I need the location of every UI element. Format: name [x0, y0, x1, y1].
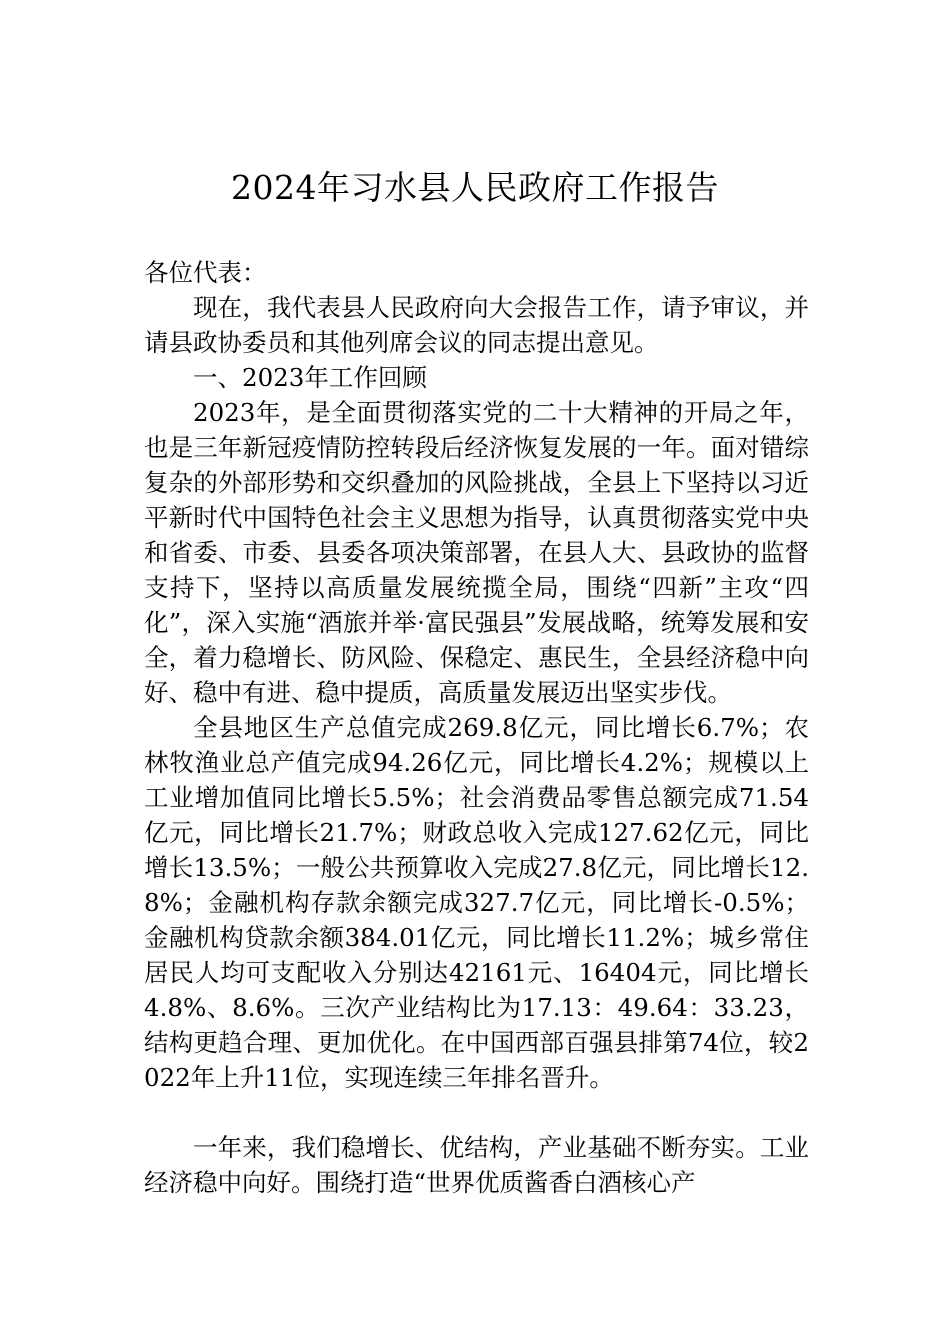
paragraph-industry: 一年来，我们稳增长、优结构，产业基础不断夯实。工业经济稳中向好。围绕打造“世界优质酱香白酒核心产: [144, 1133, 809, 1197]
salutation: 各位代表：: [144, 258, 267, 287]
paragraph-statistics: 全县地区生产总值完成269.8亿元，同比增长6.7%；农林牧渔业总产值完成94.26亿元，同比增长4.2%；规模以上工业增加值同比增长5.5%；社会消费品零售总额完成71.54亿元，同比增长21.7%；财政总收入完成127.62亿元，同比增长13.5%；一般公共预算收入完成27.8亿元，同比增长12.8%；金融机构存款余额完成327.7亿元，同比增长-0.5%；金融机构贷款余额384.01亿元，同比增长11.2%；城乡常住居民人均可支配收入分别达42161元、16404元，同比增长4.8%、8.6%。三次产业结构比为17.13：49.64：33.23，结构更趋合理、更加优化。在中国西部百强县排第74位，较2022年上升11位，实现连续三年排名晋升。: [144, 713, 809, 1092]
document-title: 2024年习水县人民政府工作报告: [231, 168, 719, 207]
section-heading: 一、2023年工作回顾: [193, 363, 427, 392]
paragraph-overview: 2023年，是全面贯彻落实党的二十大精神的开局之年，也是三年新冠疫情防控转段后经济恢复发展的一年。面对错综复杂的外部形势和交织叠加的风险挑战，全县上下坚持以习近平新时代中国特色社会主义思想为指导，认真贯彻落实党中央和省委、市委、县委各项决策部署，在县人大、县政协的监督支持下，坚持以高质量发展统揽全局，围绕“四新”主攻“四化”，深入实施“酒旅并举·富民强县”发展战略，统筹发展和安全，着力稳增长、防风险、保稳定、惠民生，全县经济稳中向好、稳中有进、稳中提质，高质量发展迈出坚实步伐。: [144, 398, 809, 707]
paragraph-spacer: [144, 1095, 809, 1130]
paragraph-opening: 现在，我代表县人民政府向大会报告工作，请予审议，并请县政协委员和其他列席会议的同志提出意见。: [144, 293, 809, 357]
document-body: [144, 255, 809, 1200]
